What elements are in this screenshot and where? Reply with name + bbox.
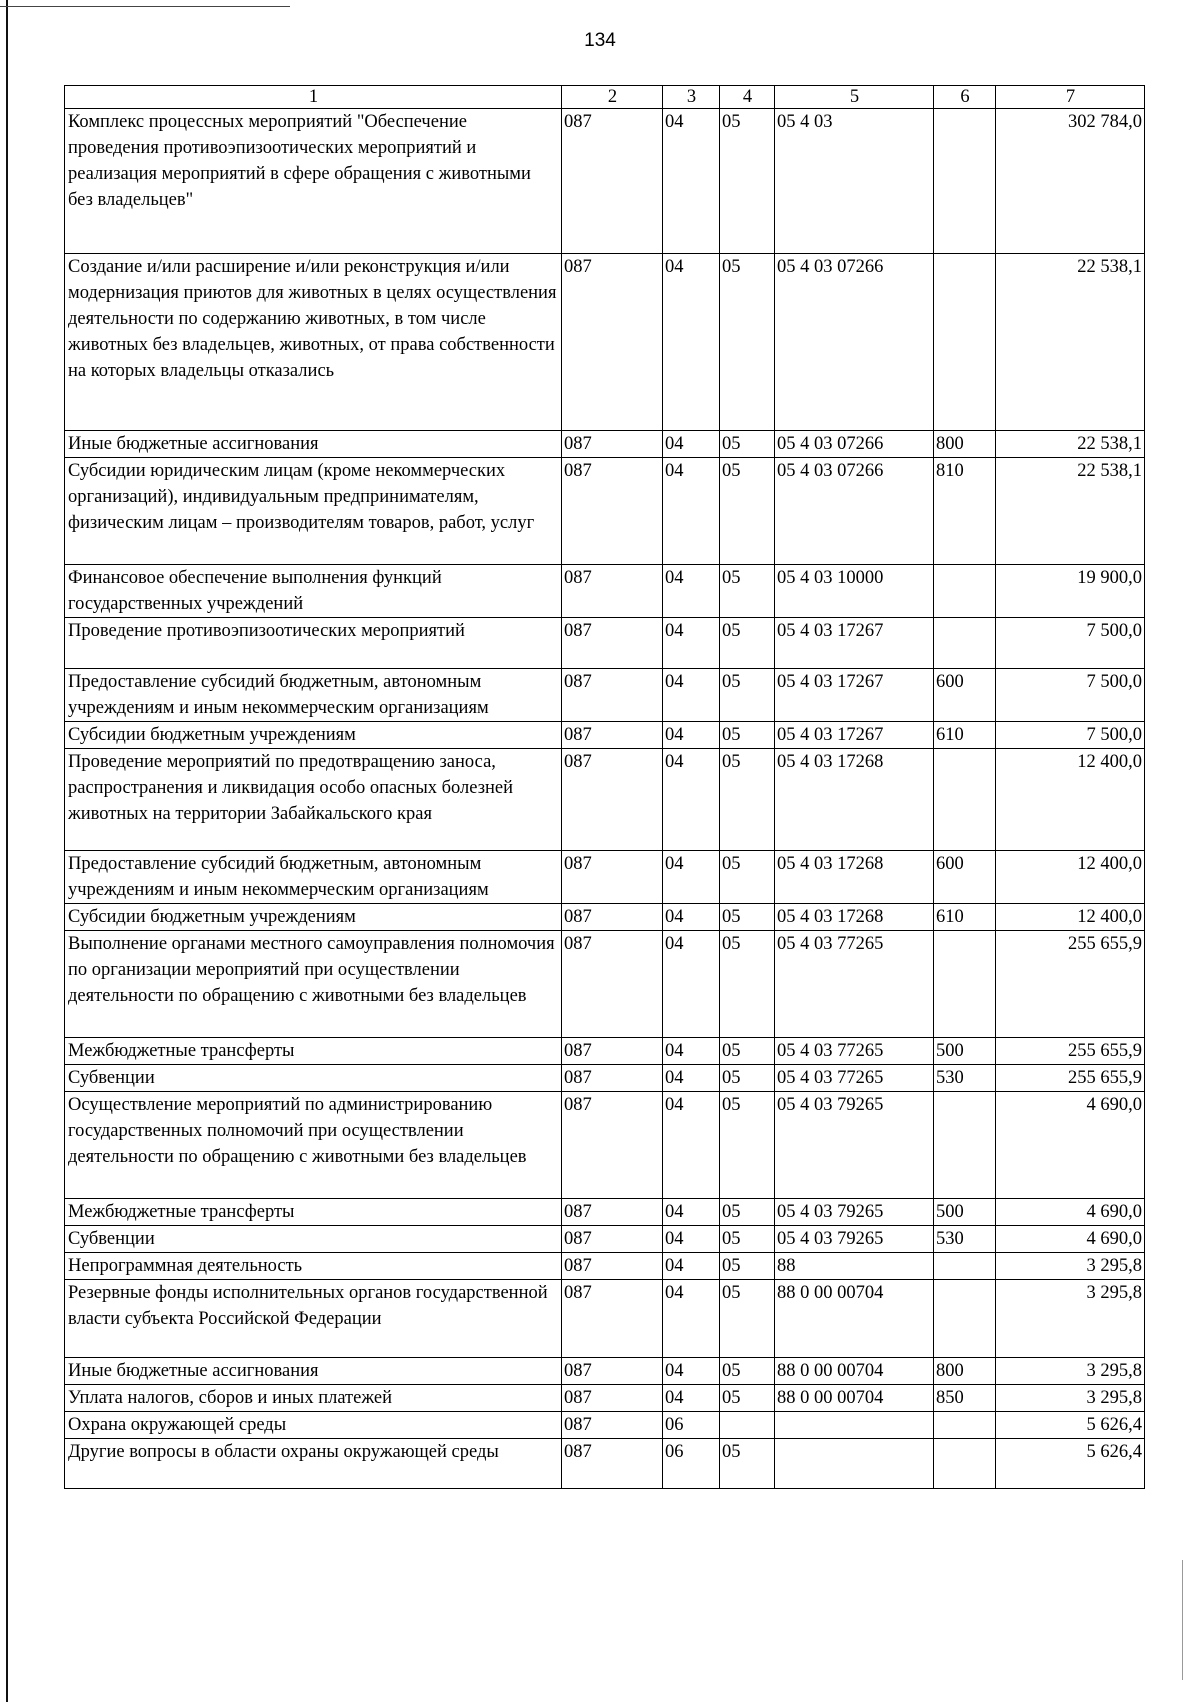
row-pr: 05 [720,1038,775,1065]
table-row [65,1065,1145,1092]
row-csr: 05 4 03 17268 [775,851,934,904]
row-rz: 06 [663,1439,720,1489]
row-ved: 087 [562,1226,663,1253]
row-csr: 88 0 00 00704 [775,1358,934,1385]
row-vr: 810 [934,458,996,565]
row-vr [934,1412,996,1439]
row-ved: 087 [562,931,663,1038]
table-row [65,851,1145,904]
row-csr [775,1412,934,1439]
row-sum: 12 400,0 [996,851,1145,904]
row-csr: 05 4 03 17267 [775,669,934,722]
row-name: Субвенции [65,1226,562,1253]
row-name: Уплата налогов, сборов и иных платежей [65,1385,562,1412]
row-ved: 087 [562,431,663,458]
table-row [65,1439,1145,1489]
row-vr [934,254,996,431]
row-pr: 05 [720,1065,775,1092]
row-sum: 5 626,4 [996,1439,1145,1489]
row-name: Непрограммная деятельность [65,1253,562,1280]
row-csr: 05 4 03 79265 [775,1092,934,1199]
row-csr: 05 4 03 77265 [775,1065,934,1092]
row-pr: 05 [720,722,775,749]
row-csr: 05 4 03 17268 [775,749,934,851]
row-pr: 05 [720,1253,775,1280]
row-ved: 087 [562,254,663,431]
table-row [65,254,1145,431]
row-vr [934,1092,996,1199]
row-sum: 3 295,8 [996,1385,1145,1412]
row-name: Финансовое обеспечение выполнения функций государственных учреждений [65,565,562,618]
row-vr [934,109,996,254]
header-col-4: 4 [720,86,775,109]
row-pr: 05 [720,1358,775,1385]
scan-edge-left [6,0,8,1702]
row-rz: 04 [663,1385,720,1412]
table-row [65,1358,1145,1385]
row-rz: 04 [663,254,720,431]
row-csr: 05 4 03 07266 [775,431,934,458]
row-pr: 05 [720,254,775,431]
row-pr: 05 [720,431,775,458]
row-rz: 04 [663,749,720,851]
row-rz: 04 [663,431,720,458]
row-ved: 087 [562,458,663,565]
table-body [65,109,1145,1489]
header-col-2: 2 [562,86,663,109]
row-name: Субвенции [65,1065,562,1092]
row-csr: 05 4 03 10000 [775,565,934,618]
table-row [65,749,1145,851]
row-rz: 04 [663,931,720,1038]
row-rz: 04 [663,904,720,931]
row-rz: 06 [663,1412,720,1439]
row-pr: 05 [720,1439,775,1489]
row-pr: 05 [720,851,775,904]
row-name: Охрана окружающей среды [65,1412,562,1439]
table-row [65,1226,1145,1253]
row-vr: 800 [934,431,996,458]
row-csr: 05 4 03 17267 [775,618,934,669]
row-sum: 22 538,1 [996,458,1145,565]
row-name: Комплекс процессных мероприятий "Обеспечение проведения противоэпизоотических мероприятий и реализация мероприятий в сфере обращения с животными без владельцев" [65,109,562,254]
scan-edge-top [0,6,290,7]
row-sum: 12 400,0 [996,749,1145,851]
row-sum: 302 784,0 [996,109,1145,254]
row-name: Межбюджетные трансферты [65,1199,562,1226]
table-row [65,1412,1145,1439]
row-ved: 087 [562,565,663,618]
row-rz: 04 [663,1280,720,1358]
row-pr: 05 [720,458,775,565]
row-rz: 04 [663,1226,720,1253]
table-row [65,931,1145,1038]
row-sum: 4 690,0 [996,1199,1145,1226]
row-vr: 610 [934,722,996,749]
table-row [65,458,1145,565]
header-col-3: 3 [663,86,720,109]
row-ved: 087 [562,109,663,254]
row-ved: 087 [562,1253,663,1280]
row-sum: 7 500,0 [996,669,1145,722]
header-col-7: 7 [996,86,1145,109]
row-csr: 05 4 03 79265 [775,1226,934,1253]
row-name: Иные бюджетные ассигнования [65,1358,562,1385]
row-name: Субсидии юридическим лицам (кроме некоммерческих организаций), индивидуальным предпринимателям, физическим лицам – производителям товаров, работ, услуг [65,458,562,565]
header-row [65,86,1145,109]
row-csr: 05 4 03 [775,109,934,254]
row-ved: 087 [562,1065,663,1092]
row-sum: 255 655,9 [996,1038,1145,1065]
table-row [65,1199,1145,1226]
row-sum: 255 655,9 [996,1065,1145,1092]
row-pr: 05 [720,931,775,1038]
row-ved: 087 [562,1358,663,1385]
row-vr: 500 [934,1038,996,1065]
row-sum: 12 400,0 [996,904,1145,931]
table-row [65,565,1145,618]
row-sum: 22 538,1 [996,431,1145,458]
row-name: Осуществление мероприятий по администрированию государственных полномочий при осуществлении деятельности по обращению с животными без владельцев [65,1092,562,1199]
row-csr: 05 4 03 17267 [775,722,934,749]
row-vr [934,749,996,851]
row-ved: 087 [562,1092,663,1199]
row-vr [934,1280,996,1358]
row-rz: 04 [663,1253,720,1280]
row-vr [934,565,996,618]
header-col-6: 6 [934,86,996,109]
row-csr: 88 0 00 00704 [775,1280,934,1358]
row-sum: 4 690,0 [996,1226,1145,1253]
table-row [65,1253,1145,1280]
row-ved: 087 [562,1385,663,1412]
row-ved: 087 [562,618,663,669]
row-rz: 04 [663,109,720,254]
row-vr [934,1253,996,1280]
row-rz: 04 [663,1199,720,1226]
table-row [65,904,1145,931]
table-row [65,109,1145,254]
table-row [65,722,1145,749]
row-vr [934,931,996,1038]
row-sum: 5 626,4 [996,1412,1145,1439]
row-ved: 087 [562,1280,663,1358]
row-name: Предоставление субсидий бюджетным, автономным учреждениям и иным некоммерческим организациям [65,669,562,722]
row-csr [775,1439,934,1489]
table-row [65,618,1145,669]
row-pr: 05 [720,1385,775,1412]
row-ved: 087 [562,722,663,749]
row-sum: 3 295,8 [996,1280,1145,1358]
row-name: Предоставление субсидий бюджетным, автономным учреждениям и иным некоммерческим организациям [65,851,562,904]
row-vr: 610 [934,904,996,931]
row-rz: 04 [663,1358,720,1385]
row-pr: 05 [720,1199,775,1226]
page-number: 134 [584,30,616,51]
row-name: Создание и/или расширение и/или реконструкция и/или модернизация приютов для животных в целях осуществления деятельности по содержанию животных, в том числе животных без владельцев, животных, от права собственности на которых владельцы отказались [65,254,562,431]
row-rz: 04 [663,722,720,749]
row-pr: 05 [720,109,775,254]
row-rz: 04 [663,669,720,722]
row-sum: 3 295,8 [996,1253,1145,1280]
row-rz: 04 [663,618,720,669]
row-ved: 087 [562,904,663,931]
row-pr: 05 [720,1280,775,1358]
row-sum: 22 538,1 [996,254,1145,431]
table-row [65,1092,1145,1199]
row-sum: 4 690,0 [996,1092,1145,1199]
row-name: Иные бюджетные ассигнования [65,431,562,458]
row-pr: 05 [720,1226,775,1253]
row-sum: 3 295,8 [996,1358,1145,1385]
row-vr: 600 [934,851,996,904]
row-ved: 087 [562,1038,663,1065]
row-rz: 04 [663,1092,720,1199]
row-pr: 05 [720,618,775,669]
row-csr: 05 4 03 07266 [775,458,934,565]
header-col-1: 1 [65,86,562,109]
row-csr: 88 0 00 00704 [775,1385,934,1412]
row-rz: 04 [663,1038,720,1065]
row-name: Межбюджетные трансферты [65,1038,562,1065]
table-row [65,669,1145,722]
row-name: Резервные фонды исполнительных органов государственной власти субъекта Российской Федерации [65,1280,562,1358]
row-vr: 600 [934,669,996,722]
row-name: Субсидии бюджетным учреждениям [65,722,562,749]
row-sum: 255 655,9 [996,931,1145,1038]
table-row [65,431,1145,458]
row-vr: 850 [934,1385,996,1412]
row-ved: 087 [562,1439,663,1489]
row-vr [934,1439,996,1489]
row-vr: 500 [934,1199,996,1226]
row-ved: 087 [562,1199,663,1226]
table-row [65,1280,1145,1358]
row-csr: 05 4 03 77265 [775,931,934,1038]
table-row [65,1385,1145,1412]
row-ved: 087 [562,851,663,904]
row-name: Проведение противоэпизоотических мероприятий [65,618,562,669]
row-name: Субсидии бюджетным учреждениям [65,904,562,931]
row-csr: 05 4 03 17268 [775,904,934,931]
row-ved: 087 [562,749,663,851]
table-row [65,1038,1145,1065]
row-pr [720,1412,775,1439]
row-sum: 19 900,0 [996,565,1145,618]
row-csr: 05 4 03 79265 [775,1199,934,1226]
row-pr: 05 [720,904,775,931]
header-col-5: 5 [775,86,934,109]
row-vr: 530 [934,1065,996,1092]
budget-table [64,85,1145,1489]
row-name: Другие вопросы в области охраны окружающей среды [65,1439,562,1489]
row-pr: 05 [720,749,775,851]
row-sum: 7 500,0 [996,722,1145,749]
row-rz: 04 [663,1065,720,1092]
row-csr: 88 [775,1253,934,1280]
row-name: Выполнение органами местного самоуправления полномочия по организации мероприятий при осуществлении деятельности по обращению с животными без владельцев [65,931,562,1038]
row-pr: 05 [720,669,775,722]
row-ved: 087 [562,669,663,722]
row-rz: 04 [663,851,720,904]
row-pr: 05 [720,1092,775,1199]
row-vr [934,618,996,669]
row-csr: 05 4 03 77265 [775,1038,934,1065]
row-rz: 04 [663,458,720,565]
row-sum: 7 500,0 [996,618,1145,669]
row-csr: 05 4 03 07266 [775,254,934,431]
row-ved: 087 [562,1412,663,1439]
scan-edge-right [1182,1560,1183,1680]
row-rz: 04 [663,565,720,618]
row-pr: 05 [720,565,775,618]
row-vr: 530 [934,1226,996,1253]
row-name: Проведение мероприятий по предотвращению заноса, распространения и ликвидация особо опасных болезней животных на территории Забайкальского края [65,749,562,851]
row-vr: 800 [934,1358,996,1385]
